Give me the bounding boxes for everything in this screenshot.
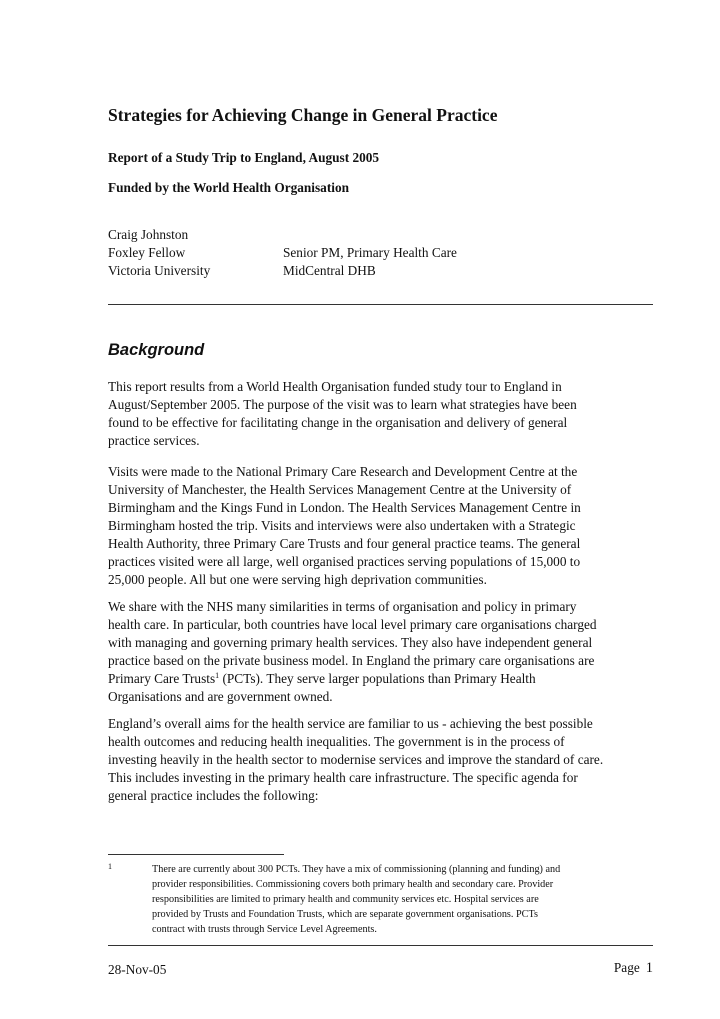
author-block [108, 226, 457, 280]
paragraph-line-footnoted [108, 670, 653, 688]
author-affiliation-left: Victoria University [108, 263, 211, 278]
section-heading-background: Background [108, 341, 205, 359]
footnote-line: provider responsibilities. Commissioning covers both primary health and secondary care. Provider [152, 879, 554, 890]
pct-text-continued: (PCTs). They serve larger populations than Primary Health [219, 671, 536, 686]
document-title: Strategies for Achieving Change in General Practice [108, 105, 498, 125]
footnote-text [152, 862, 560, 937]
document-subtitle: Report of a Study Trip to England, August 2005 [108, 150, 380, 165]
paragraph-2 [108, 463, 653, 589]
paragraph-4 [108, 715, 653, 805]
paragraph-line: found to be effective for facilitating change in the organisation and delivery of general [108, 415, 568, 430]
paragraph-line: Birmingham and the Kings Fund in London. The Health Services Management Centre in [108, 500, 581, 515]
author-affiliation-row [108, 262, 457, 280]
paragraph-line: practices visited were all large, well organised practices serving populations of 15,000 to [108, 554, 581, 569]
footnote-reference[interactable]: 1 [215, 671, 220, 680]
paragraph-line: practice based on the private business model. In England the primary care organisations are [108, 653, 595, 668]
paragraph-line: health outcomes and reducing health inequalities. The government is in the process of [108, 734, 565, 749]
paragraph-line: Health Authority, three Primary Care Trusts and four general practice teams. The general [108, 536, 581, 551]
paragraph-line: August/September 2005. The purpose of the visit was to learn what strategies have been [108, 397, 577, 412]
paragraph-line: 25,000 people. All but one were serving high deprivation communities. [108, 572, 487, 587]
author-role-row [108, 244, 457, 262]
header-divider [108, 304, 653, 305]
paragraph-line: investing heavily in the health sector to modernise services and improve the standard of care. [108, 752, 604, 767]
author-name-text: Craig Johnston [108, 227, 189, 242]
paragraph-line: with managing and governing primary health services. They also have independent general [108, 635, 593, 650]
footnote-marker: 1 [108, 862, 112, 871]
pct-text: Primary Care Trusts [108, 671, 216, 686]
footnote-line: provided by Trusts and Foundation Trusts, which are separate government organisations. PCTs [152, 909, 538, 920]
paragraph-line: Visits were made to the National Primary Care Research and Development Centre at the [108, 464, 578, 479]
footer-page [614, 960, 653, 977]
paragraph-3 [108, 598, 653, 706]
footnote-separator [108, 854, 284, 855]
paragraph-line: general practice includes the following: [108, 788, 319, 803]
page-label: Page [613, 960, 640, 975]
paragraph-line: practice services. [108, 433, 200, 448]
paragraph-line: This report results from a World Health Organisation funded study tour to England in [108, 379, 562, 394]
footer-date: 28-Nov-05 [108, 962, 167, 977]
paragraph-1 [108, 378, 653, 450]
paragraph-line: We share with the NHS many similarities in terms of organisation and policy in primary [108, 599, 577, 614]
footnote-line: responsibilities are limited to primary health and community services etc. Hospital services are [152, 894, 539, 905]
footnote-line: contract with trusts through Service Level Agreements. [152, 924, 377, 935]
paragraph-line: This includes investing in the primary health care infrastructure. The specific agenda for [108, 770, 578, 785]
paragraph-line: health care. In particular, both countries have local level primary care organisations charged [108, 617, 597, 632]
paragraph-line: England’s overall aims for the health service are familiar to us - achieving the best possible [108, 716, 593, 731]
paragraph-line: Birmingham hosted the trip. Visits and interviews were also undertaken with a Strategic [108, 518, 576, 533]
footer-divider [108, 945, 653, 946]
footnote-line: There are currently about 300 PCTs. They have a mix of commissioning (planning and funding) and [152, 864, 561, 875]
author-name [108, 226, 457, 244]
paragraph-line: University of Manchester, the Health Services Management Centre at the University of [108, 482, 572, 497]
page-number: 1 [645, 960, 653, 976]
author-role-right: Senior PM, Primary Health Care [283, 245, 457, 260]
paragraph-line: Organisations and are government owned. [108, 689, 333, 704]
author-affiliation-right: MidCentral DHB [283, 263, 376, 278]
funding-note: Funded by the World Health Organisation [108, 180, 349, 195]
author-role-left: Foxley Fellow [108, 245, 186, 260]
